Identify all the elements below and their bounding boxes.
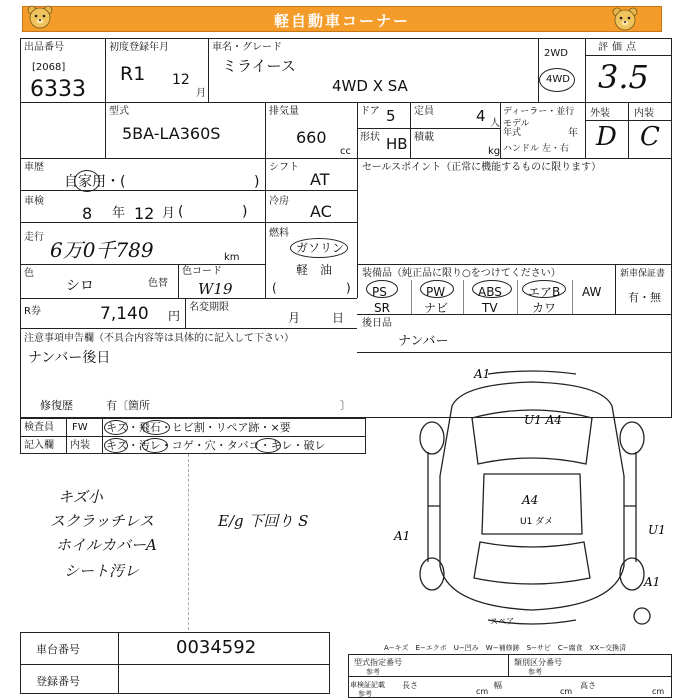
- equip-airbag: エアB: [528, 285, 561, 299]
- equip-circle: [420, 280, 454, 298]
- car-damage-diagram: [392, 366, 672, 636]
- model-value: 5BA-LA360S: [122, 124, 221, 143]
- equip-abs: ABS: [478, 285, 502, 299]
- equip-leather: カワ: [532, 301, 557, 315]
- color-value: シロ: [66, 278, 94, 294]
- inspector-circle: [104, 420, 128, 435]
- recycle-value: 7,140: [100, 304, 149, 324]
- displacement-unit: cc: [340, 146, 351, 157]
- registration-label: 初度登録年月: [109, 42, 169, 53]
- diagram-mark: U1 ダメ: [520, 517, 554, 527]
- mileage-value: 6万0千789: [50, 238, 154, 262]
- recycle-label: R券: [24, 306, 41, 317]
- name-change-day-unit: 日: [332, 311, 345, 325]
- type-spec-label: 型式指定番号: [354, 658, 402, 667]
- inspector-label-1: 検査員: [24, 422, 54, 433]
- registration-month: 12: [172, 72, 190, 88]
- repair-close: 〕: [340, 399, 351, 412]
- diagram-mark: A1: [644, 575, 661, 589]
- width-label: 幅: [494, 681, 502, 690]
- aircon-value: AC: [310, 202, 332, 221]
- repair-value: 有〔箇所: [106, 399, 150, 412]
- name-change-label: 名変期限: [189, 302, 229, 313]
- diagram-mark: A1: [394, 529, 411, 543]
- mileage-label: 走行: [24, 232, 44, 243]
- repair-label: 修復歴: [40, 399, 73, 412]
- equip-navi: ナビ: [424, 301, 449, 315]
- inspection-month: 12: [134, 204, 155, 223]
- legend: A−キズ E−エクボ U−凹み W−補修跡 S−サビ C−腐食 XX−交換済: [384, 644, 627, 652]
- equip-sr: SR: [374, 301, 390, 315]
- exterior-label: 外装: [590, 108, 610, 119]
- inspector-row2: キズ・汚レ・コゲ・穴・タバコ・キレ・破レ: [106, 439, 326, 452]
- lot-bracket: [2068]: [32, 62, 66, 73]
- score-value: 3.5: [598, 58, 649, 96]
- inspector-row1-head: FW: [72, 422, 88, 433]
- usage-label: 車歴: [24, 162, 44, 173]
- capacity-unit: 人: [490, 118, 500, 129]
- inspection-month-unit: 月: [162, 206, 176, 221]
- drive-2wd: 2WD: [544, 48, 568, 59]
- inspector-circle: [104, 438, 128, 453]
- inspector-label-2: 記入欄: [24, 440, 54, 451]
- handwritten-note: スクラッチレス: [50, 512, 154, 530]
- engine-note: E/g 下回り S: [218, 512, 309, 530]
- drive-4wd: 4WD: [546, 74, 570, 85]
- doors-value: 5: [386, 107, 396, 125]
- height-label: 高さ: [580, 681, 596, 690]
- color-code: W19: [198, 280, 233, 298]
- ref-label-3: 参考: [358, 690, 372, 698]
- mileage-unit: km: [224, 252, 240, 263]
- registration-month-unit: 月: [196, 88, 206, 99]
- equip-tv: TV: [482, 301, 498, 315]
- ref-label-1: 参考: [366, 668, 380, 676]
- inspection-label: 車検: [24, 196, 44, 207]
- handwritten-note: キズ小: [58, 488, 103, 506]
- bear-mascot-icon: [610, 6, 640, 32]
- new-warranty-value: 有・無: [628, 291, 661, 304]
- capacity-label: 定員: [414, 106, 434, 117]
- load-label: 積載: [414, 132, 434, 143]
- lot-number-label: 出品番号: [24, 42, 64, 53]
- equip-circle: [522, 280, 566, 298]
- diagram-mark: A1: [474, 367, 491, 381]
- shape-value: HB: [386, 135, 408, 153]
- chassis-value: 0034592: [176, 637, 257, 658]
- selling-points-label: セールスポイント（正常に機能するものに限ります）: [362, 162, 602, 173]
- reg-number-label: 登録番号: [36, 675, 80, 688]
- fuel-diesel: 軽 油: [296, 263, 333, 277]
- usage-value: 自家用・(: [64, 174, 126, 190]
- cm-unit: cm: [476, 687, 489, 696]
- capacity-value: 4: [476, 107, 486, 125]
- drive-selected-circle: [539, 68, 575, 92]
- displacement-label: 排気量: [269, 106, 299, 117]
- usage-private-circle: [74, 170, 100, 192]
- registration-era: R1: [120, 63, 146, 85]
- color-code-label: 色コード: [182, 266, 222, 277]
- fuel-label: 燃料: [269, 228, 289, 239]
- cm-unit: cm: [560, 687, 573, 696]
- color-change-label: 色替: [148, 278, 168, 289]
- color-label: 色: [24, 268, 34, 279]
- rear-item-value: ナンバー: [398, 334, 449, 349]
- handle-label: ハンドル 左・右: [503, 144, 569, 154]
- dealer-label: ディーラー・並行: [503, 107, 575, 117]
- interior-label: 内装: [634, 108, 654, 119]
- exterior-score: D: [596, 122, 617, 152]
- car-name-label: 車名・グレード: [212, 42, 282, 53]
- model-year-label: モデル年式: [503, 119, 530, 138]
- equipment-label: 装備品（純正品に限り○をつけてください）: [362, 268, 561, 279]
- header-banner: [22, 6, 662, 32]
- inspector-row2-head: 内装: [70, 440, 90, 451]
- shift-value: AT: [310, 170, 330, 189]
- cert-label: 車検証記載: [350, 681, 385, 689]
- inspector-row1: キズ・飛石・ヒビ割・リペア跡・×要: [106, 421, 291, 434]
- new-warranty-label: 新車保証書: [620, 269, 666, 279]
- lot-number: 6333: [30, 77, 86, 102]
- length-label: 長さ: [402, 681, 418, 690]
- shift-label: シフト: [269, 162, 299, 173]
- displacement-value: 660: [296, 128, 327, 147]
- banner-title: 軽自動車コーナー: [273, 12, 410, 30]
- equip-circle: [366, 280, 398, 298]
- inspection-year: 8: [82, 204, 93, 223]
- name-change-month-unit: 月: [288, 311, 301, 325]
- usage-close: ): [254, 174, 260, 190]
- equip-circle: [472, 280, 512, 298]
- handwritten-note: シート汚レ: [64, 562, 140, 580]
- car-grade: 4WD X SA: [332, 77, 408, 95]
- interior-score: C: [640, 122, 660, 152]
- ref-label-2: 参考: [528, 668, 542, 676]
- equip-aw: AW: [582, 285, 602, 299]
- bear-mascot-icon: [25, 4, 55, 30]
- car-name: ミライース: [222, 57, 296, 75]
- inspection-year-unit: 年: [112, 206, 126, 221]
- score-label: 評価点: [598, 42, 640, 53]
- rear-item-label: 後日品: [362, 318, 392, 329]
- diagram-mark: A4: [522, 493, 539, 507]
- inspector-circle: [142, 420, 170, 435]
- notes-label: 注意事項申告欄（不具合内容等は具体的に記入して下さい）: [24, 333, 294, 344]
- equip-pw: PW: [426, 285, 446, 299]
- aircon-label: 冷房: [269, 196, 289, 207]
- inspector-circle: [142, 438, 168, 453]
- diagram-mark: U1: [648, 523, 666, 537]
- inspector-circle: [255, 438, 281, 453]
- fuel-gasoline: ガソリン: [296, 241, 345, 255]
- recycle-unit: 円: [168, 309, 181, 323]
- notes-text: ナンバー後日: [28, 350, 111, 366]
- shape-label: 形状: [360, 132, 380, 143]
- category-label: 類別区分番号: [514, 658, 562, 667]
- model-label: 型式: [109, 106, 129, 117]
- fuel-selected-circle: [290, 238, 348, 258]
- model-year-unit: 年: [568, 128, 578, 139]
- doors-label: ドア: [360, 106, 380, 117]
- load-unit: kg: [488, 146, 501, 157]
- equip-ps: PS: [372, 285, 387, 299]
- diagram-mark: スペア: [490, 617, 514, 626]
- cm-unit: cm: [652, 687, 665, 696]
- diagram-mark: U1 A4: [524, 413, 562, 427]
- chassis-label: 車台番号: [36, 643, 80, 656]
- handwritten-note: ホイルカバーA: [56, 536, 157, 554]
